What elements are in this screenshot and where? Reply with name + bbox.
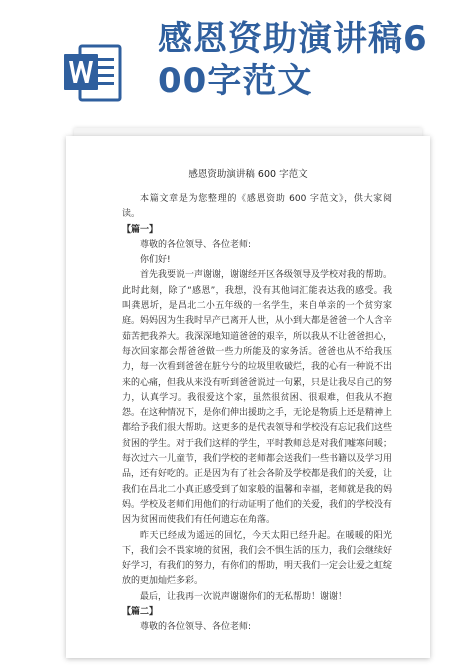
intro-line: 本篇文章是为您整理的《感恩资助 600 字范文》，供大家阅读。: [122, 194, 392, 220]
paragraph-1: 首先我要说一声谢谢，谢谢经开区各级领导及学校对我的帮助。此时此刻，除了“感恩”，我想，没有其他词汇能表达我的感受。我叫龚恩圻，是昌北二小五年级的一名学生，来自单亲的一个贫穷家庭。妈妈因为生我时早产已离开人世，从小到大都是爸爸一个人含辛茹苦把我养大。我深深地知道爸爸的艰辛，所以我从不让爸爸担心，每次回家都会帮爸爸做一些力所能及的家务活。爸爸也从不给我压力，每一次看到爸爸在脏兮兮的垃圾里收破烂，我的心有一种说不出来的心痛，但我从来没有听到爸爸说过一句累，只是让我尽自己的努力，认真学习。我很爱这个家，虽然很贫困、很艰难，但我从不抱怨。在这种情况下，是你们伸出援助之手，无论是物质上还是精神上都给予我们很大帮助。这更多的是代表领导和学校没有忘记我们这些贫困的学生。对于我们这样的学生，平时教师总是对我们嘘寒问暖；每次过六一儿童节，我们学校的老师都会送我们一些书籍以及学习用品，还有好吃的。正是因为有了社会各阶及学校都是我们的关爱，让我们在昌北二小真正感受到了如家般的温馨和幸福，老师就是我的妈妈。学校及老师们用他们的行动证明了他们的关爱，我们的学校没有因为贫困而使我们有任何遗忘在角落。: [122, 270, 393, 526]
section-heading-2: 【篇二】: [122, 607, 159, 618]
document-preview: [60, 128, 436, 658]
greeting-line: 尊敬的各位领导、各位老师:: [140, 239, 252, 250]
page-body: [122, 192, 392, 636]
closing-line: 最后，让我再一次说声谢谢你们的无私帮助！谢谢！: [140, 591, 348, 602]
section-heading-1: 【篇一】: [122, 224, 159, 235]
paragraph-2: 昨天已经成为遥远的回忆，今天太阳已经升起。在暖暖的阳光下，我们会不畏家境的贫困，我们会不惧生活的压力，我们会继续好: [122, 530, 393, 556]
paragraph-3: 好学习，有我们的努力，有你们的帮助，明天我们一定会让爱之虹绽放的更加灿烂多彩。: [122, 561, 393, 587]
page-heading: 感恩资助演讲稿 600 字范文: [188, 169, 308, 180]
header: [0, 0, 474, 120]
document-title: 感恩资助演讲稿6 00字范文: [158, 19, 428, 101]
hello-line: 你们好!: [140, 255, 171, 266]
word-document-icon: [62, 42, 124, 104]
greeting-line-2: 尊敬的各位领导、各位老师:: [140, 622, 252, 633]
document-page: [66, 136, 430, 658]
